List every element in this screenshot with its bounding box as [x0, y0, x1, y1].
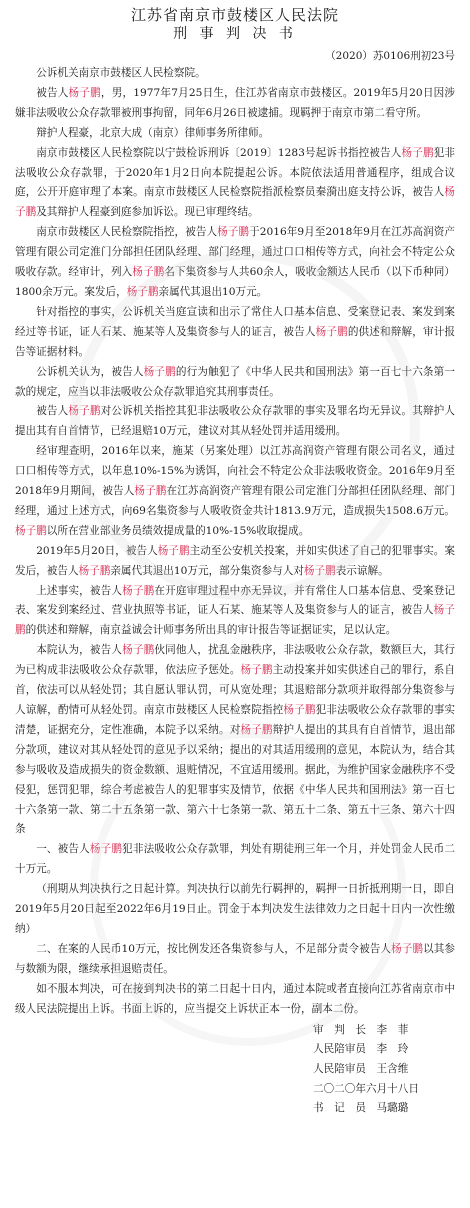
- juror-1: 人民陪审员 李 玲: [313, 1043, 409, 1056]
- defendant-name-highlight: 杨子鹏: [122, 584, 155, 597]
- paragraph-text: 上述事实，被告人: [36, 584, 123, 597]
- clerk: 书 记 员 马璐璐: [313, 1102, 409, 1115]
- paragraph-text: 公诉机关南京市鼓楼区人民检察院。: [36, 67, 206, 79]
- paragraph-text: 主动至公安机关投案，并如实供述了自己的犯罪事实。案发后，被告人: [15, 544, 456, 577]
- defendant-name-highlight: 杨子鹏: [283, 704, 316, 716]
- paragraph-13: [15, 840, 455, 880]
- defendant-name-highlight: 杨子鹏: [391, 942, 424, 955]
- signature-block: [15, 1021, 455, 1120]
- paragraph-text: 主动投案并如实供述自己的罪行，系自首，依法可以从轻处罚；其自愿认罪认罚，可从宽处理；其退赔部分款项并取得部分集资参与人谅解，酌情可从轻处罚。南京市鼓楼区人民检察院指控: [15, 664, 456, 716]
- paragraph-text: 被告人: [36, 86, 69, 99]
- paragraph-text: 犯非法吸收公众存款罪，判处有期徒刑三年一个月，并处罚金人民币二十万元。: [15, 843, 456, 876]
- defendant-name-highlight: 杨子鹏: [157, 544, 190, 557]
- paragraph-text: 名下集资参与人共60余人，吸收金额达人民币（以下币种同）1800余万元。案发后，: [15, 266, 456, 298]
- paragraph-text: 2019年5月20日，被告人: [36, 544, 158, 557]
- document-type: 刑 事 判 决 书: [173, 26, 297, 42]
- paragraph-text: 的供述和辩解，南京益诚会计师事务所出具的审计报告等证据证实，足以认定。: [25, 624, 397, 637]
- paragraph-text: 的供述和辩解，审计报告等证据材料。: [15, 325, 456, 358]
- paragraph-text: 南京市鼓楼区人民检察院以宁鼓检诉刑诉〔2019〕1283号起诉书指控被告人: [36, 146, 402, 159]
- paragraph-text: 对公诉机关指控其犯非法吸收公众存款罪的事实及罪名均无异议。其辩护人提出其有自首情节，已经退赔10万元，建议对其从轻处罚并适用缓刑。: [15, 405, 456, 438]
- paragraph-text: （刑期从判决执行之日起计算。判决执行以前先行羁押的，羁押一日折抵刑期一日，即自2019年5月20日起至2022年6月19日止。罚金于本判决发生法律效力之日起十日内一次性缴纳）: [15, 883, 455, 935]
- paragraph-text: 犯非法吸收公众存款罪，于2020年1月2日向本院提起公诉。本院依法适用普通程序，组成合议庭，公开开庭审理了本案。南京市鼓楼区人民检察院指派检察员秦漪出庭支持公诉，被告人: [15, 146, 456, 199]
- defendant-name-highlight: 杨子鹏: [68, 86, 101, 99]
- court-name: 江苏省南京市鼓楼区人民法院: [130, 6, 339, 24]
- defendant-name-highlight: 杨子鹏: [217, 226, 250, 239]
- paragraph-text: ，男，1977年7月25日生，住江苏省南京市鼓楼区。2019年5月20日因涉嫌非法吸收公众存款罪被刑事拘留，同年6月26日被逮捕。现羁押于南京市第二看守所。: [15, 86, 456, 119]
- paragraph-text: 南京市鼓楼区人民检察院指控，被告人: [36, 226, 218, 239]
- defendant-name-highlight: 杨子鹏: [132, 266, 165, 279]
- paragraph-7: [15, 363, 455, 403]
- defendant-name-highlight: 杨子鹏: [240, 664, 273, 677]
- defendant-name-highlight: 杨子鹏: [15, 186, 455, 219]
- defendant-name-highlight: 杨子鹏: [401, 146, 434, 159]
- defendant-name-highlight: 杨子鹏: [122, 644, 155, 657]
- paragraph-text: 亲属代其退出10万元，部分集资参与人对: [110, 564, 304, 577]
- paragraph-4: [15, 144, 455, 224]
- paragraph-text: 辩护人程豪，北京大成（南京）律师事务所律师。: [36, 126, 270, 139]
- defendant-name-highlight: 杨子鹏: [78, 564, 111, 577]
- paragraph-12: [15, 641, 455, 840]
- paragraph-text: 以所在营业部业务员绩效提成量的10%-15%收取提成。: [46, 524, 310, 537]
- paragraph-6: [15, 303, 455, 363]
- paragraph-text: 针对指控的事实，公诉机关当庭宣读和出示了常住人口基本信息、受案登记表、案发到案经过等书证，证人石某、施某等人及集资参与人的证言，被告人: [15, 305, 455, 338]
- paragraph-text: 二、在案的人民币10万元，按比例发还各集资参与人，不足部分责令被告人: [36, 942, 392, 955]
- paragraph-text: 在江苏高润资产管理有限公司定淮门分部担任团队经理、部门经理，通过上述方式，向69名集资参与人吸收资金共计1813.9万元，造成损失1508.6万元。: [15, 485, 456, 517]
- paragraph-text: 亲属代其退出10万元。: [158, 285, 268, 298]
- paragraph-text: 伙同他人，扰乱金融秩序，非法吸收公众存款，数额巨大，其行为已构成非法吸收公众存款罪，依法应予惩处。: [15, 644, 456, 677]
- paragraph-text: 经审理查明，2016年以来，施某（另案处理）以江苏高润资产管理有限公司名义，通过口口相传等方式，以年息10%-15%为诱饵，向社会不特定公众非法吸收资金。2016年9月至2018年9月期间，被告人: [15, 445, 455, 498]
- paragraph-text: 以其参与数额为限，继续承担退赔责任。: [15, 942, 456, 975]
- paragraph-text: 辩护人提出的其具有自首情节，退出部分款项，建议对其从轻处罚的意见予以采纳；提出的对其适用缓刑的意见，本院认为，结合其参与吸收及造成损失的资金数额、退赃情况，不宜适用缓刑。据此，为维护国家金融秩序不受侵犯，惩罚犯罪，综合考虑被告人的犯罪事实及情节，依据《中华人民共和国刑法》第一百七十六条第一款、第二十五条第一款、第六十七条第一款、第五十二条、第五十三条、第六十四条: [15, 723, 456, 836]
- paragraph-10: [15, 542, 455, 582]
- defendant-name-highlight: 杨子鹏: [303, 564, 336, 577]
- defendant-name-highlight: 杨子鹏: [143, 365, 176, 378]
- paragraph-2: [15, 84, 455, 124]
- paragraph-1: [15, 64, 455, 84]
- paragraph-text: 的行为触犯了《中华人民共和国刑法》第一百七十六条第一款的规定，应当以非法吸收公众存款罪追究其刑事责任。: [15, 365, 456, 398]
- defendant-name-highlight: 杨子鹏: [15, 604, 456, 637]
- judgment-date: 二〇二〇年六月十八日: [313, 1082, 419, 1095]
- paragraph-text: 如不服本判决，可在接到判决书的第二日起十日内，通过本院或者直接向江苏省南京市中级人民法院提出上诉。书面上诉的，应当提交上诉状正本一份，副本二份。: [15, 982, 455, 1015]
- paragraph-text: 在开庭审理过程中亦无异议，并有常住人口基本信息、受案登记表、案发到案经过、营业执照等书证，证人石某、施某等人及集资参与人的证言，被告人: [15, 584, 456, 617]
- paragraph-text: 犯非法吸收公众存款罪的事实清楚，证据充分，定性准确，本院予以采纳。对: [15, 704, 456, 736]
- paragraph-15: [15, 940, 455, 980]
- defendant-name-highlight: 杨子鹏: [126, 285, 159, 298]
- judgment-body: [15, 64, 455, 1020]
- paragraph-text: 一、被告人: [36, 843, 90, 856]
- paragraph-text: 被告人: [36, 405, 69, 418]
- juror-2: 人民陪审员 王含维: [313, 1062, 409, 1075]
- paragraph-14: [15, 880, 455, 940]
- paragraph-8: [15, 402, 455, 442]
- defendant-name-highlight: 杨子鹏: [68, 405, 101, 418]
- defendant-name-highlight: 杨子鹏: [15, 524, 47, 537]
- paragraph-9: [15, 442, 455, 542]
- paragraph-text: 于2016年9月至2018年9月在江苏高润资产管理有限公司定淮门分部担任团队经理、部门经理，通过口口相传等方式，向社会不特定公众吸收存款。经审计，列入: [15, 226, 456, 279]
- paragraph-11: [15, 582, 455, 642]
- paragraph-text: 及其辩护人程豪到庭参加诉讼。现已审理终结。: [36, 206, 259, 219]
- defendant-name-highlight: 杨子鹏: [134, 485, 167, 498]
- defendant-name-highlight: 杨子鹏: [89, 843, 123, 856]
- paragraph-16: [15, 980, 455, 1020]
- paragraph-text: 表示谅解。: [335, 564, 389, 577]
- paragraph-text: 本院认为，被告人: [36, 644, 123, 657]
- paragraph-3: [15, 124, 455, 144]
- presiding-judge: 审 判 长 李 菲: [313, 1023, 409, 1036]
- case-number: （2020）苏0106刑初23号: [325, 50, 455, 62]
- paragraph-5: [15, 223, 455, 303]
- defendant-name-highlight: 杨子鹏: [240, 723, 273, 736]
- paragraph-text: 公诉机关认为，被告人: [36, 365, 144, 378]
- defendant-name-highlight: 杨子鹏: [315, 325, 348, 338]
